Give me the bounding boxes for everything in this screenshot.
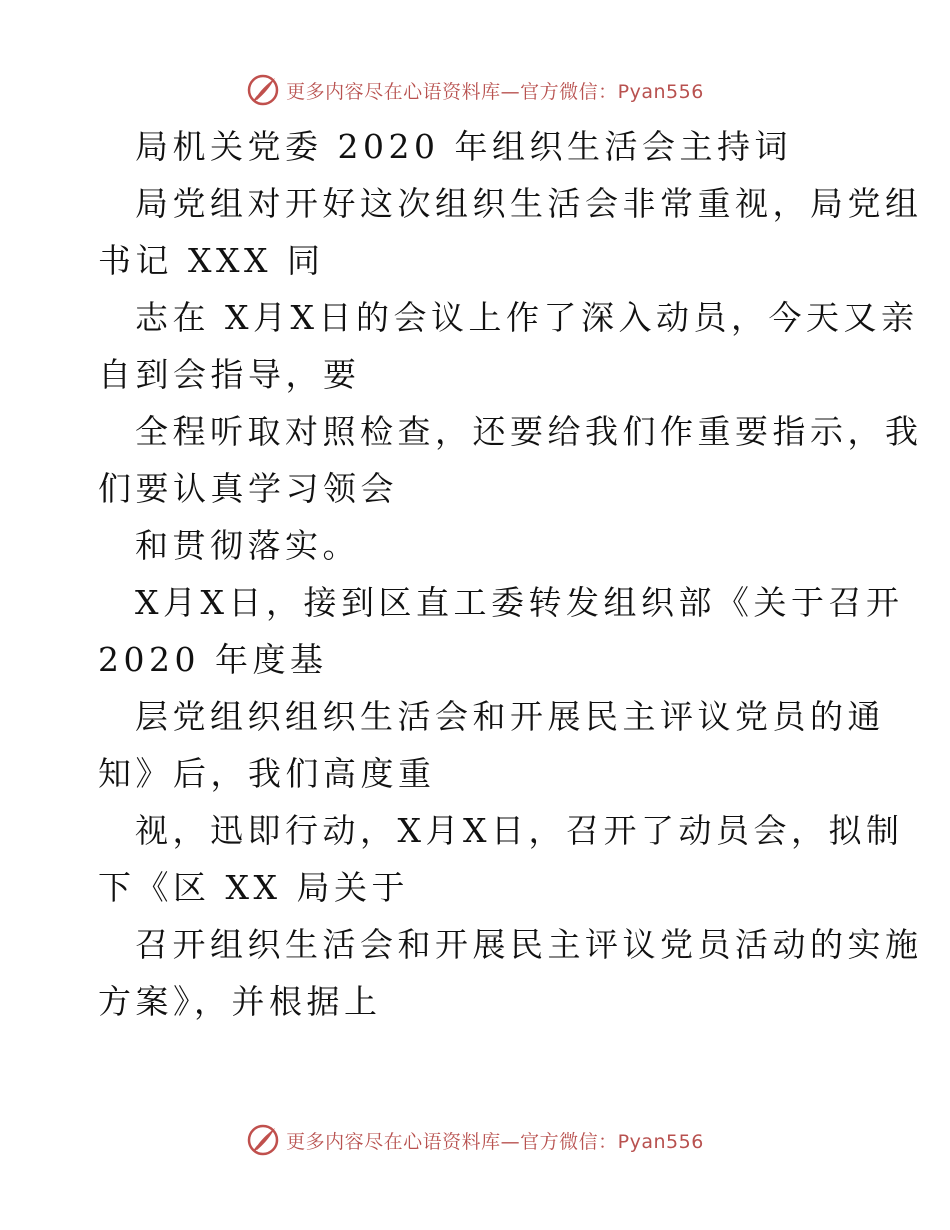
text-line: 书记 XXX 同 <box>98 241 325 280</box>
quill-logo-icon <box>246 73 280 107</box>
document-title: 局机关党委 2020 年组织生活会主持词 <box>135 127 792 166</box>
text-line: 召开组织生活会和开展民主评议党员活动的实施 <box>135 925 923 964</box>
text-line: 层党组织组织生活会和开展民主评议党员的通 <box>135 697 885 736</box>
text-line: 们要认真学习领会 <box>98 469 398 508</box>
footer-watermark <box>0 1120 950 1160</box>
text-line: 志在 X月X日的会议上作了深入动员，今天又亲 <box>135 298 919 337</box>
footer-banner-text: 更多内容尽在心语资料库—官方微信：Pyan556 <box>286 1130 704 1153</box>
text-line: 方案》，并根据上 <box>98 982 382 1021</box>
text-line: 知》后，我们高度重 <box>98 754 436 793</box>
text-line: 自到会指导，要 <box>98 355 361 394</box>
text-line: 2020 年度基 <box>98 640 328 679</box>
text-line: 视，迅即行动，X月X日，召开了动员会，拟制 <box>135 811 904 850</box>
text-line: 下《区 XX 局关于 <box>98 868 409 907</box>
quill-logo-icon <box>246 1123 280 1157</box>
text-line: X月X日，接到区直工委转发组织部《关于召开 <box>135 583 904 622</box>
text-line: 局党组对开好这次组织生活会非常重视，局党组 <box>135 184 923 223</box>
document-body <box>98 118 923 1030</box>
header-watermark <box>0 70 950 110</box>
text-line: 和贯彻落实。 <box>135 526 360 565</box>
header-banner-text: 更多内容尽在心语资料库—官方微信：Pyan556 <box>286 80 704 103</box>
text-line: 全程听取对照检查，还要给我们作重要指示，我 <box>135 412 923 451</box>
